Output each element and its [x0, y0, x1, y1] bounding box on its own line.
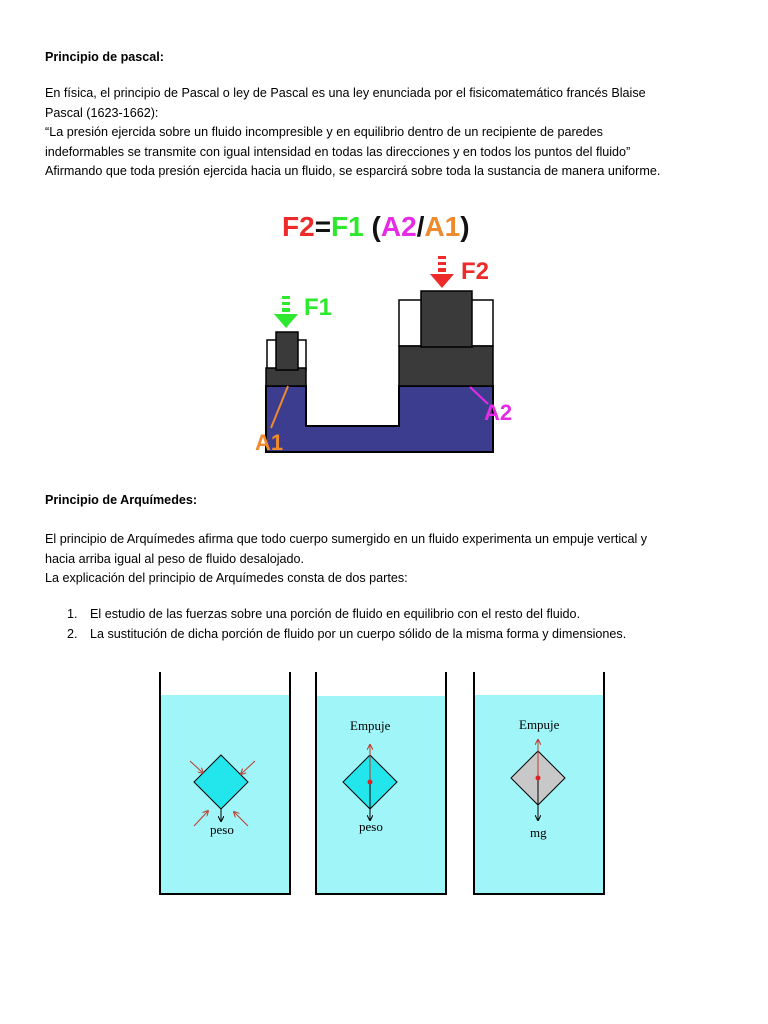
archimedes-paragraph: hacia arriba igual al peso de fluido desalojado. — [45, 551, 305, 566]
formula-f2: F2 — [282, 211, 315, 242]
pascal-paragraph: Afirmando que toda presión ejercida hacia un fluido, se esparcirá sobre toda la sustancia de manera uniforme. — [45, 164, 661, 179]
label-empuje: Empuje — [519, 717, 560, 732]
formula-a2: A2 — [380, 211, 417, 242]
pascal-body — [45, 84, 735, 182]
fluid-container — [266, 386, 493, 452]
pascal-title: Principio de pascal: — [45, 50, 164, 64]
center-point — [368, 780, 373, 785]
formula-a1: A1 — [424, 211, 461, 242]
formula-close-paren: ) — [460, 211, 470, 242]
archimedes-figure — [0, 660, 768, 900]
archimedes-panel-2 — [316, 672, 446, 894]
label-f1: F1 — [304, 294, 333, 321]
center-point — [536, 776, 541, 781]
list-item-number: 2. — [67, 626, 78, 641]
archimedes-paragraph: La explicación del principio de Arquímedes consta de dos partes: — [45, 571, 408, 586]
archimedes-list — [45, 605, 745, 644]
label-peso: peso — [359, 819, 383, 834]
label-peso: peso — [210, 822, 234, 837]
pascal-formula — [282, 211, 470, 242]
formula-slash: / — [416, 211, 425, 242]
label-a2: A2 — [484, 400, 513, 425]
formula-f1: F1 — [331, 211, 364, 242]
list-item-text: La sustitución de dicha porción de fluido por un cuerpo sólido de la misma forma y dimensiones. — [90, 626, 627, 641]
large-piston-rod — [421, 291, 472, 347]
list-item — [45, 605, 745, 625]
formula-equals: = — [314, 211, 332, 242]
large-piston — [399, 346, 493, 386]
label-f2: F2 — [461, 258, 490, 285]
label-empuje: Empuje — [350, 718, 391, 733]
pascal-quote: “La presión ejercida sobre un fluido incompresible y en equilibrio dentro de un recipiente de paredes — [45, 125, 603, 140]
list-item-number: 1. — [67, 607, 78, 621]
archimedes-panel-1 — [160, 672, 290, 894]
f1-arrow-icon — [274, 296, 298, 328]
pascal-paragraph: En física, el principio de Pascal o ley de Pascal es una ley enunciada por el fisicomatemático francés Blaise — [45, 86, 646, 100]
archimedes-title: Principio de Arquímedes: — [45, 493, 198, 507]
label-a1: A1 — [255, 430, 284, 455]
list-item — [45, 625, 745, 645]
archimedes-paragraph: El principio de Arquímedes afirma que todo cuerpo sumergido en un fluido experimenta un empuje vertical y — [45, 532, 648, 546]
f2-arrow-icon — [430, 256, 454, 288]
pascal-paragraph: Pascal (1623-1662): — [45, 105, 159, 120]
list-item-text: El estudio de las fuerzas sobre una porción de fluido en equilibrio con el resto del fluido. — [90, 607, 581, 621]
archimedes-panel-3 — [474, 672, 604, 894]
label-mg: mg — [530, 825, 547, 840]
pascal-quote: indeformables se transmite con igual intensidad en todas las direcciones y en todos los puntos del fluido” — [45, 144, 631, 159]
formula-open-paren: ( — [363, 211, 381, 242]
archimedes-body — [45, 530, 735, 589]
small-piston-rod — [276, 332, 298, 370]
pascal-figure — [0, 190, 768, 470]
